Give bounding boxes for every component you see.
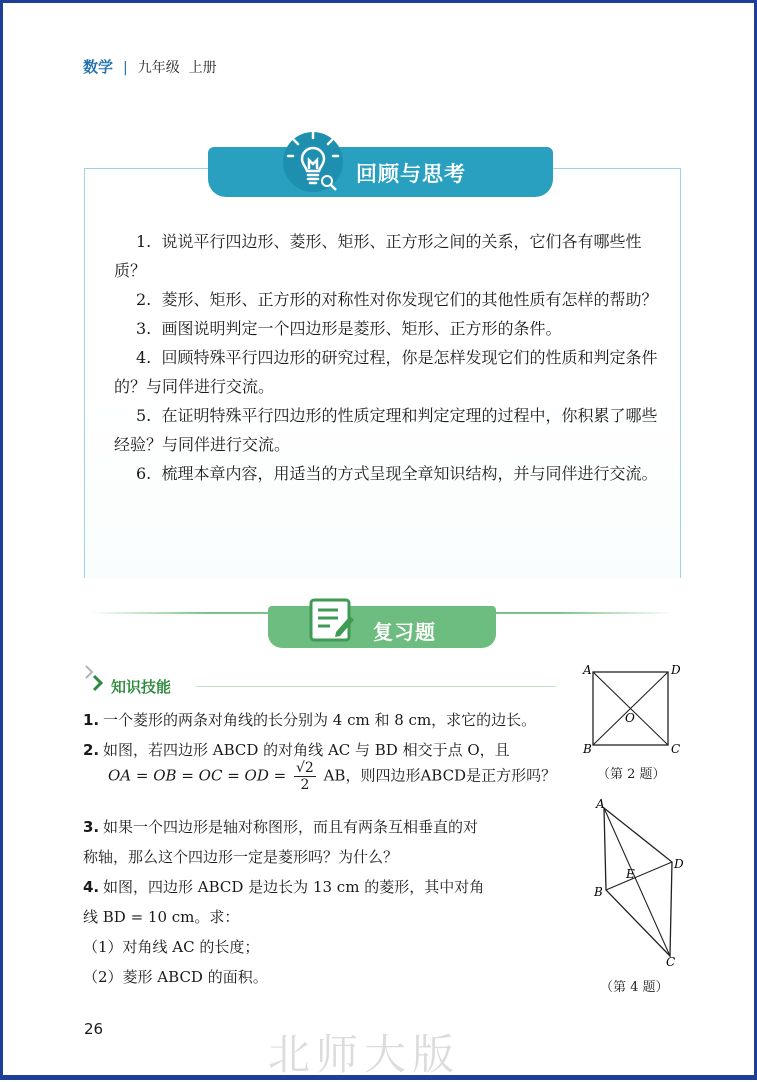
watermark: 北师大版 bbox=[268, 1030, 461, 1079]
fig4-label-b: B bbox=[594, 885, 603, 899]
exercise-2: 2. 如图，若四边形 ABCD 的对角线 AC 与 BD 相交于点 O，且 bbox=[83, 741, 510, 759]
review-question: 4. 回顾特殊平行四边形的研究过程，你是怎样发现它们的性质和判定条件的？与同伴进行交流。 bbox=[114, 348, 658, 396]
fig2-label-d: D bbox=[671, 663, 681, 677]
header-grade: 九年级 bbox=[137, 60, 180, 76]
exercise-2-formula: OA = OB = OC = OD = $\frac{√2}{2}$ AB，则四边形ABCD是正方形吗？ bbox=[108, 760, 557, 793]
figure-4-caption: （第 4 题） bbox=[600, 980, 669, 995]
exercise-1: 1. 一个菱形的两条对角线的长分别为 4 cm 和 8 cm，求它的边长。 bbox=[83, 711, 537, 729]
exercise-4-line2: 线 BD = 10 cm。求： bbox=[83, 908, 240, 926]
exercise-3: 3. 如果一个四边形是轴对称图形，而且有两条互相垂直的对 bbox=[83, 818, 479, 836]
page-number: 26 bbox=[84, 1020, 104, 1038]
figure-2-caption: （第 2 题） bbox=[597, 767, 666, 782]
exercise-4-sub2: （2）菱形 ABCD 的面积。 bbox=[83, 968, 268, 986]
notepad-icon bbox=[306, 594, 356, 644]
exercise-list-continued bbox=[83, 812, 573, 992]
section-divider bbox=[196, 686, 556, 687]
fig4-label-c: C bbox=[666, 955, 676, 968]
review-question: 6. 梳理本章内容，用适当的方式呈现全章知识结构，并与同伴进行交流。 bbox=[136, 464, 658, 483]
fig2-label-o: O bbox=[625, 711, 635, 725]
review-question: 3. 画图说明判定一个四边形是菱形、矩形、正方形的条件。 bbox=[136, 319, 562, 338]
fig4-label-d: D bbox=[674, 857, 684, 871]
fig4-label-a: A bbox=[596, 797, 605, 811]
fig2-label-a: A bbox=[583, 663, 592, 677]
fig2-label-b: B bbox=[583, 742, 592, 756]
review-question-list bbox=[114, 227, 664, 488]
exercise-3-line2: 称轴，那么这个四边形一定是菱形吗？为什么？ bbox=[83, 848, 399, 866]
running-header bbox=[83, 56, 217, 77]
figure-4-rhombus bbox=[588, 796, 688, 968]
review-question: 5. 在证明特殊平行四边形的性质定理和判定定理的过程中，你积累了哪些经验？与同伴进行交流。 bbox=[114, 406, 658, 454]
exercise-4: 4. 如图，四边形 ABCD 是边长为 13 cm 的菱形，其中对角 bbox=[83, 878, 485, 896]
header-volume: 上册 bbox=[188, 60, 217, 76]
fig2-label-c: C bbox=[671, 742, 681, 756]
review-title: 回顾与思考 bbox=[356, 162, 466, 186]
chevron-right-icon bbox=[84, 662, 108, 692]
exercise-4-sub1: （1）对角线 AC 的长度； bbox=[83, 938, 260, 956]
header-subject: 数学 bbox=[83, 58, 114, 76]
header-separator: | bbox=[123, 60, 128, 76]
lightbulb-icon bbox=[280, 126, 346, 196]
fig4-label-e: E bbox=[626, 867, 635, 881]
review-question: 1. 说说平行四边形、菱形、矩形、正方形之间的关系，它们各有哪些性质？ bbox=[114, 232, 642, 280]
figure-2-square bbox=[578, 660, 688, 760]
exercise-list bbox=[83, 705, 573, 765]
review-question: 2. 菱形、矩形、正方形的对称性对你发现它们的其他性质有怎样的帮助？ bbox=[136, 290, 658, 309]
section-title: 知识技能 bbox=[111, 678, 172, 696]
exercise-title: 复习题 bbox=[373, 620, 436, 644]
